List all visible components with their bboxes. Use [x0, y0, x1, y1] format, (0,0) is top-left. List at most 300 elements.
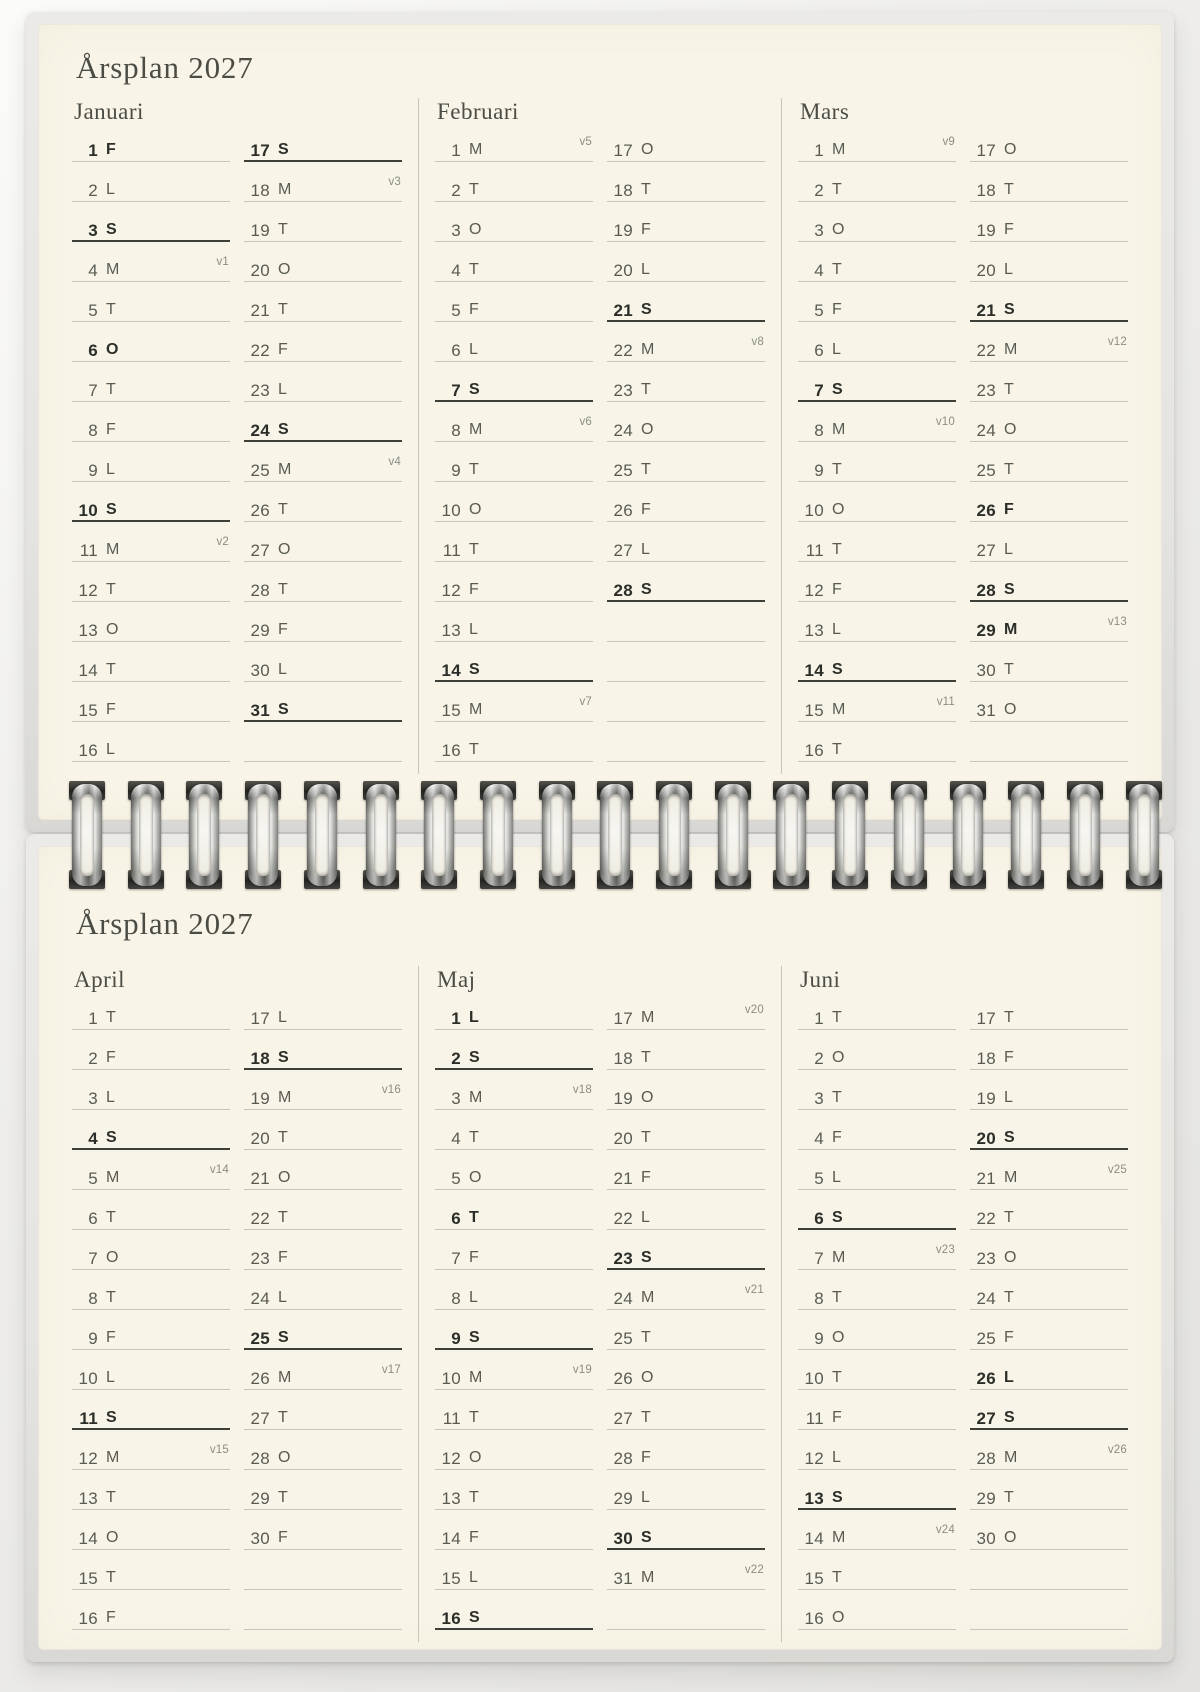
weekday-letter: F [469, 1249, 480, 1266]
weekday-letter: T [278, 221, 289, 238]
binder-loop [131, 781, 161, 889]
day-row [244, 1202, 402, 1242]
day-row [970, 1242, 1128, 1282]
empty-row [607, 694, 765, 734]
weekday-letter: F [469, 581, 480, 598]
days-column-17-31 [244, 134, 402, 774]
weekday-letter: L [278, 1009, 288, 1026]
weekday-letter: S [278, 1049, 289, 1066]
weekday-letter: L [106, 1369, 116, 1386]
week-number: v7 [579, 696, 592, 708]
day-number: 13 [78, 1489, 98, 1508]
month-block-juni [781, 966, 1128, 1642]
day-number: 16 [78, 1609, 98, 1628]
weekday-letter: T [106, 381, 117, 398]
day-row [435, 134, 593, 174]
day-number: 19 [976, 221, 996, 240]
weekday-letter: S [106, 1129, 117, 1146]
day-row [970, 1322, 1128, 1362]
day-row [435, 1242, 593, 1282]
weekday-letter: L [832, 341, 842, 358]
binder-loop [72, 781, 102, 889]
weekday-letter: M [832, 701, 846, 718]
weekday-letter: T [832, 1009, 843, 1026]
weekday-letter: L [469, 1009, 480, 1026]
day-row [798, 1322, 956, 1362]
day-row [435, 614, 593, 654]
weekday-letter: F [832, 301, 843, 318]
binder-wire [131, 784, 161, 886]
day-row [244, 174, 402, 214]
day-number: 23 [613, 1249, 633, 1268]
weekday-letter: M [641, 341, 655, 358]
day-row [244, 574, 402, 614]
weekday-letter: T [832, 1569, 843, 1586]
day-row [970, 334, 1128, 374]
day-row [798, 1402, 956, 1442]
day-row [72, 214, 230, 254]
day-row [607, 1362, 765, 1402]
day-number: 20 [250, 261, 270, 280]
day-number: 6 [814, 341, 824, 360]
month-block-maj [418, 966, 765, 1642]
months-row-top [72, 98, 1128, 774]
day-number: 10 [804, 501, 824, 520]
day-number: 20 [613, 1129, 633, 1148]
day-row [72, 1082, 230, 1122]
day-row [72, 1002, 230, 1042]
day-row [72, 1322, 230, 1362]
weekday-letter: M [469, 1369, 483, 1386]
day-row [970, 1522, 1128, 1562]
month-block-januari [72, 98, 402, 774]
day-number: 9 [814, 1329, 824, 1348]
day-number: 2 [814, 181, 824, 200]
day-row [435, 1322, 593, 1362]
day-row [607, 1322, 765, 1362]
days-column-1-16 [435, 134, 593, 774]
day-number: 15 [441, 1569, 461, 1588]
day-row [244, 374, 402, 414]
weekday-letter: O [278, 541, 291, 558]
week-number: v21 [744, 1284, 764, 1296]
binder-loop [1011, 781, 1041, 889]
day-number: 27 [613, 1409, 633, 1428]
weekday-letter: T [832, 541, 843, 558]
day-number: 1 [814, 1009, 824, 1028]
day-number: 8 [88, 421, 98, 440]
weekday-letter: M [641, 1009, 655, 1026]
day-row [798, 654, 956, 694]
day-number: 15 [441, 701, 461, 720]
day-number: 3 [88, 221, 98, 240]
binder-wire [424, 784, 454, 886]
day-number: 30 [976, 1529, 996, 1548]
weekday-letter: M [106, 261, 120, 278]
day-number: 8 [814, 1289, 824, 1308]
weekday-letter: M [106, 1169, 120, 1186]
day-row [798, 534, 956, 574]
binder-wire [894, 784, 924, 886]
day-number: 5 [451, 301, 461, 320]
day-number: 25 [613, 1329, 633, 1348]
day-row [970, 1442, 1128, 1482]
day-row [607, 1082, 765, 1122]
day-number: 26 [613, 1369, 633, 1388]
day-number: 8 [88, 1289, 98, 1308]
day-row [435, 1082, 593, 1122]
weekday-letter: T [832, 261, 843, 278]
day-row [798, 1562, 956, 1602]
day-row [970, 294, 1128, 334]
day-number: 25 [976, 1329, 996, 1348]
day-row [435, 734, 593, 774]
weekday-letter: F [1004, 1329, 1015, 1346]
weekday-letter: T [1004, 1489, 1015, 1506]
day-row [244, 1042, 402, 1082]
month-title: Februari [437, 99, 519, 124]
day-row [970, 174, 1128, 214]
weekday-letter: M [641, 1569, 655, 1586]
day-number: 3 [451, 1089, 461, 1108]
binder-wire [307, 784, 337, 886]
day-row [72, 334, 230, 374]
day-number: 29 [250, 621, 270, 640]
day-number: 30 [250, 1529, 270, 1548]
weekday-letter: S [1004, 1129, 1015, 1146]
weekday-letter: O [469, 501, 482, 518]
weekday-letter: L [1004, 1089, 1014, 1106]
binder-wire [366, 784, 396, 886]
empty-row [607, 1602, 765, 1642]
week-number: v9 [942, 136, 955, 148]
day-number: 25 [976, 461, 996, 480]
day-row [435, 294, 593, 334]
binder-loop [424, 781, 454, 889]
week-number: v20 [744, 1004, 764, 1016]
day-row [970, 414, 1128, 454]
day-number: 5 [814, 301, 824, 320]
day-number: 23 [613, 381, 633, 400]
day-number: 12 [804, 581, 824, 600]
weekday-letter: L [278, 381, 288, 398]
day-row [970, 574, 1128, 614]
day-row [607, 254, 765, 294]
weekday-letter: M [832, 1529, 846, 1546]
day-row [798, 1282, 956, 1322]
day-row [435, 654, 593, 694]
day-number: 28 [976, 1449, 996, 1468]
weekday-letter: M [278, 461, 292, 478]
weekday-letter: O [106, 1249, 119, 1266]
weekday-letter: O [1004, 1529, 1017, 1546]
day-row [798, 1522, 956, 1562]
day-number: 9 [814, 461, 824, 480]
day-number: 2 [814, 1049, 824, 1068]
weekday-letter: T [641, 1409, 652, 1426]
day-number: 22 [976, 341, 996, 360]
empty-row [607, 614, 765, 654]
day-row [72, 1242, 230, 1282]
week-number: v19 [572, 1364, 592, 1376]
day-number: 6 [451, 1209, 461, 1228]
day-number: 27 [250, 1409, 270, 1428]
day-row [435, 334, 593, 374]
binder-loop [366, 781, 396, 889]
weekday-letter: M [832, 421, 846, 438]
weekday-letter: S [641, 1249, 652, 1266]
weekday-letter: O [1004, 1249, 1017, 1266]
day-number: 11 [79, 541, 98, 560]
day-row [435, 494, 593, 534]
weekday-letter: O [641, 1089, 654, 1106]
days-column-1-16 [798, 134, 956, 774]
weekday-letter: T [469, 1129, 480, 1146]
days-column-17-31 [244, 1002, 402, 1642]
weekday-letter: S [641, 581, 652, 598]
planner-page-bottom [26, 834, 1174, 1662]
month-title: Mars [800, 99, 850, 124]
day-number: 2 [88, 181, 98, 200]
weekday-letter: F [106, 421, 117, 438]
weekday-letter: S [1004, 1409, 1015, 1426]
weekday-letter: M [469, 141, 483, 158]
empty-row [970, 734, 1128, 774]
day-number: 8 [451, 1289, 461, 1308]
day-number: 23 [250, 1249, 270, 1268]
weekday-letter: L [106, 461, 116, 478]
weekday-letter: S [641, 301, 652, 318]
day-number: 4 [88, 261, 98, 280]
day-number: 28 [613, 1449, 633, 1468]
weekday-letter: F [106, 1329, 117, 1346]
day-number: 25 [250, 1329, 270, 1348]
empty-row [607, 734, 765, 774]
day-row [72, 1482, 230, 1522]
weekday-letter: M [469, 701, 483, 718]
day-row [435, 1162, 593, 1202]
day-row [798, 614, 956, 654]
weekday-letter: S [278, 1329, 289, 1346]
day-row [435, 174, 593, 214]
day-row [72, 1402, 230, 1442]
weekday-letter: L [641, 541, 651, 558]
week-number: v13 [1107, 616, 1127, 628]
weekday-letter: S [106, 221, 117, 238]
day-row [72, 1202, 230, 1242]
day-row [798, 174, 956, 214]
day-number: 24 [976, 1289, 996, 1308]
day-number: 3 [814, 1089, 824, 1108]
day-row [970, 454, 1128, 494]
weekday-letter: T [106, 301, 117, 318]
day-number: 16 [441, 1609, 461, 1628]
day-number: 13 [441, 1489, 461, 1508]
weekday-letter: T [1004, 661, 1015, 678]
weekday-letter: T [1004, 461, 1015, 478]
weekday-letter: F [106, 701, 117, 718]
day-row [72, 614, 230, 654]
day-number: 6 [814, 1209, 824, 1228]
weekday-letter: T [641, 461, 652, 478]
month-columns [798, 134, 1128, 774]
day-number: 4 [451, 261, 461, 280]
day-row [970, 614, 1128, 654]
week-number: v8 [751, 336, 764, 348]
weekday-letter: S [469, 1609, 480, 1626]
day-row [435, 214, 593, 254]
weekday-letter: O [641, 1369, 654, 1386]
day-number: 11 [805, 541, 824, 560]
week-number: v17 [381, 1364, 401, 1376]
day-row [72, 414, 230, 454]
weekday-letter: S [1004, 581, 1015, 598]
week-number: v10 [935, 416, 955, 428]
day-row [607, 414, 765, 454]
day-number: 7 [88, 1249, 98, 1268]
day-number: 3 [88, 1089, 98, 1108]
day-row [244, 1522, 402, 1562]
day-number: 23 [250, 381, 270, 400]
day-number: 24 [613, 421, 633, 440]
day-number: 9 [88, 461, 98, 480]
day-row [244, 1282, 402, 1322]
day-number: 30 [976, 661, 996, 680]
weekday-letter: M [469, 421, 483, 438]
binder-wire [1011, 784, 1041, 886]
day-number: 20 [613, 261, 633, 280]
weekday-letter: L [832, 621, 842, 638]
weekday-letter: T [832, 741, 843, 758]
weekday-letter: F [832, 1129, 843, 1146]
day-row [970, 374, 1128, 414]
day-number: 16 [441, 741, 461, 760]
weekday-letter: L [278, 661, 288, 678]
weekday-letter: T [278, 1209, 289, 1226]
day-row [970, 1282, 1128, 1322]
day-number: 12 [804, 1449, 824, 1468]
day-row [244, 534, 402, 574]
day-row [72, 1122, 230, 1162]
weekday-letter: O [832, 1609, 845, 1626]
day-row [244, 254, 402, 294]
day-number: 1 [814, 141, 824, 160]
day-row [72, 1042, 230, 1082]
week-number: v26 [1107, 1444, 1127, 1456]
weekday-letter: L [1004, 541, 1014, 558]
day-number: 20 [976, 261, 996, 280]
weekday-letter: F [1004, 1049, 1015, 1066]
day-number: 25 [613, 461, 633, 480]
week-number: v2 [216, 536, 229, 548]
day-number: 19 [250, 221, 270, 240]
day-number: 12 [441, 1449, 461, 1468]
day-number: 4 [814, 1129, 824, 1148]
weekday-letter: O [641, 421, 654, 438]
day-number: 6 [88, 341, 98, 360]
day-row [244, 694, 402, 734]
day-row [435, 1362, 593, 1402]
day-row [798, 1122, 956, 1162]
weekday-letter: T [469, 1409, 480, 1426]
binder-wire [600, 784, 630, 886]
day-number: 7 [88, 381, 98, 400]
weekday-letter: T [106, 1009, 117, 1026]
week-number: v24 [935, 1524, 955, 1536]
day-number: 25 [250, 461, 270, 480]
day-row [798, 494, 956, 534]
day-row [970, 214, 1128, 254]
day-row [244, 1442, 402, 1482]
day-row [607, 134, 765, 174]
day-number: 31 [976, 701, 996, 720]
weekday-letter: F [278, 1529, 289, 1546]
day-row [970, 1122, 1128, 1162]
weekday-letter: O [832, 501, 845, 518]
binder-wire [835, 784, 865, 886]
day-number: 28 [976, 581, 996, 600]
days-column-1-16 [72, 134, 230, 774]
day-number: 6 [88, 1209, 98, 1228]
weekday-letter: O [469, 1169, 482, 1186]
day-number: 6 [451, 341, 461, 360]
day-number: 17 [250, 1009, 270, 1028]
weekday-letter: O [278, 1169, 291, 1186]
day-row [970, 534, 1128, 574]
day-number: 29 [976, 1489, 996, 1508]
day-number: 5 [451, 1169, 461, 1188]
day-row [970, 694, 1128, 734]
day-row [435, 1202, 593, 1242]
binder-loop [248, 781, 278, 889]
weekday-letter: T [278, 1129, 289, 1146]
day-row [607, 1402, 765, 1442]
weekday-letter: T [1004, 381, 1015, 398]
day-number: 13 [78, 621, 98, 640]
weekday-letter: T [106, 1489, 117, 1506]
weekday-letter: T [278, 301, 289, 318]
day-row [607, 1442, 765, 1482]
day-row [607, 1042, 765, 1082]
day-number: 8 [814, 421, 824, 440]
weekday-letter: T [1004, 1009, 1015, 1026]
weekday-letter: M [832, 141, 846, 158]
day-row [970, 1042, 1128, 1082]
day-number: 13 [804, 621, 824, 640]
day-number: 12 [441, 581, 461, 600]
paper-top [38, 24, 1162, 820]
weekday-letter: M [1004, 1169, 1018, 1186]
week-number: v16 [381, 1084, 401, 1096]
weekday-letter: O [106, 341, 119, 358]
day-row [244, 334, 402, 374]
day-number: 22 [613, 1209, 633, 1228]
weekday-letter: L [469, 1569, 479, 1586]
day-row [798, 334, 956, 374]
day-number: 14 [804, 1529, 824, 1548]
binder-loop [307, 781, 337, 889]
day-row [798, 574, 956, 614]
day-row [798, 1002, 956, 1042]
day-row [435, 1282, 593, 1322]
weekday-letter: F [1004, 501, 1015, 518]
day-number: 19 [613, 1089, 633, 1108]
day-number: 15 [78, 701, 98, 720]
day-row [72, 1362, 230, 1402]
month-block-februari [418, 98, 765, 774]
weekday-letter: L [641, 1489, 651, 1506]
day-row [72, 1282, 230, 1322]
